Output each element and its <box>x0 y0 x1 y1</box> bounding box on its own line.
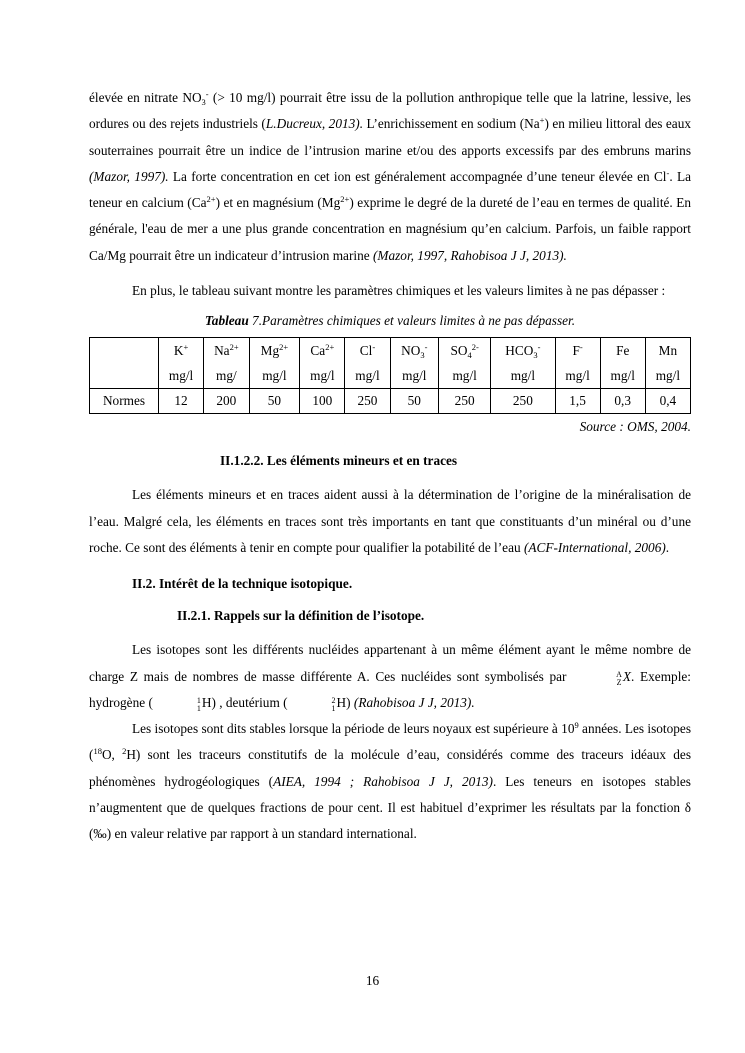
table-cell: 250 <box>491 389 555 414</box>
table-cell: 200 <box>204 389 249 414</box>
column-header: K+ mg/l <box>159 338 204 389</box>
citation: (Mazor, 1997). <box>89 168 169 184</box>
column-header: $HCO_3^-$ mg/l <box>491 338 555 389</box>
table-cell: 50 <box>249 389 300 414</box>
column-unit: mg/l <box>452 368 477 384</box>
column-unit: mg/l <box>355 368 380 384</box>
citation: (Rahobisoa J J, 2013). <box>353 694 475 710</box>
column-header: Mn mg/l <box>645 338 690 389</box>
column-unit: mg/l <box>402 368 427 384</box>
column-unit: mg/l <box>610 368 635 384</box>
table-cell: 0,3 <box>600 389 645 414</box>
column-header: F- mg/l <box>555 338 600 389</box>
column-header: $Na^{2+}$ mg/ <box>204 338 249 389</box>
table-cell: 250 <box>439 389 491 414</box>
column-unit: mg/l <box>565 368 590 384</box>
column-header: Fe mg/l <box>600 338 645 389</box>
column-unit: mg/ <box>216 368 237 384</box>
column-header: $Ca^{2+}$ mg/l <box>300 338 345 389</box>
paragraph-trace-elements: Les éléments mineurs et en traces aident aussi à la détermination de l’origine de la minéralisation de l’eau. Malgré cela, les éléments en traces sont très importants en tant que constituants d’un minéral ou d’une roche. Ce sont des éléments à tenir en compte pour qualifier la potabilité de l’eau (ACF-International, 2006). <box>89 487 691 555</box>
column-header: $NO_3^-$ mg/l <box>390 338 439 389</box>
table-cell: 100 <box>300 389 345 414</box>
table-source: Source : OMS, 2004. <box>579 419 691 435</box>
chemical-limits-table <box>89 337 691 414</box>
table-cell: 12 <box>159 389 204 414</box>
table-cell: 50 <box>390 389 439 414</box>
column-unit: mg/l <box>262 368 287 384</box>
isotope-notation: 2 1 <box>331 695 336 713</box>
table-corner-cell <box>90 338 159 389</box>
table-cell: 1,5 <box>555 389 600 414</box>
isotope-notation: 1 1 <box>196 695 201 713</box>
column-unit: mg/l <box>310 368 335 384</box>
page-number: 16 <box>365 973 380 988</box>
isotope-notation: A Z <box>616 669 622 687</box>
citation: AIEA, 1994 ; Rahobisoa J J, 2013) <box>273 773 493 789</box>
caption-label: Tableau <box>204 313 249 329</box>
column-header: $Mg^{2+}$ mg/l <box>249 338 300 389</box>
table-caption <box>89 308 691 334</box>
column-header: $SO_4^{2-}$ mg/l <box>439 338 491 389</box>
citation: (ACF-International, 2006) <box>523 539 666 555</box>
column-unit: mg/l <box>655 368 681 384</box>
caption-text: 7.Paramètres chimiques et valeurs limites à ne pas dépasser. <box>248 313 576 329</box>
table-cell: 0,4 <box>645 389 690 414</box>
citation: (Mazor, 1997, Rahobisoa J J, 2013). <box>372 247 567 263</box>
page-content <box>89 85 691 848</box>
paragraph-nitrate: élevée en nitrate $NO_3^-$ (> 10 mg/l) pourrait être issu de la pollution anthropique telle que la latrine, lessive, les ordures ou des rejets industriels (L.Ducreux, 2013). L’enrichissement en sodium (Na+) en milieu littoral des eaux souterraines pourrait être un indice de l’intrusion marine et/ou des apports excessifs par des embruns marins (Mazor, 1997). La forte concentration en cet ion est généralement accompagnée d’une teneur élevée en Cl-. La teneur en calcium $(Ca^{2+})$ et en magnésium $(Mg^{2+})$ exprime le degré de la dureté de l’eau en termes de qualité. En générale, l'eau de mer a une plus grande concentration en magnésium qu’en calcium. Parfois, un faible rapport Ca/Mg pourrait être un indicateur d’intrusion marine (Mazor, 1997, Rahobisoa J J, 2013). <box>89 89 692 263</box>
section-heading: II.2. Intérêt de la technique isotopique. <box>132 576 353 592</box>
citation: L.Ducreux, 2013). <box>265 116 364 132</box>
table-cell: 250 <box>345 389 390 414</box>
subsection-heading: II.2.1. Rappels sur la définition de l’isotope. <box>177 608 425 624</box>
paragraph-isotope-definition: Les isotopes sont les différents nucléides appartenant à un même élément ayant le même nombre de charge Z mais de nombres de masse différente A. Ces nucléides sont symbolisés par A Z X. Exemple: hydrogène ( 1 1 H) , deutérium ( 2 1 H) (Rahobisoa J J, 2013). <box>89 642 691 713</box>
table-row <box>90 389 691 414</box>
column-unit: mg/l <box>510 368 536 384</box>
paragraph-stable-isotopes: Les isotopes sont dits stables lorsque la période de leurs noyaux est supérieure à $10^9$ années. Les isotopes ($^{18}$O, $^2$H) sont les traceurs constitutifs de la molécule d’eau, considérés comme des traceurs idéaux des phénomènes hydrogéologiques (AIEA, 1994 ; Rahobisoa J J, 2013). Les teneurs en isotopes stables n’augmentent que de quelques fractions de pour cent. Il est habituel d’exprimer les résultats par la fonction δ (‰) en valeur relative par rapport à un standard international. <box>89 720 691 842</box>
table-header-row <box>90 338 691 389</box>
paragraph-table-intro: En plus, le tableau suivant montre les paramètres chimiques et les valeurs limites à ne pas dépasser : <box>132 283 666 299</box>
column-unit: mg/l <box>168 368 194 384</box>
section-heading: II.1.2.2. Les éléments mineurs et en traces <box>220 453 458 469</box>
column-header: Cl- mg/l <box>345 338 390 389</box>
row-label: Normes <box>90 389 159 414</box>
